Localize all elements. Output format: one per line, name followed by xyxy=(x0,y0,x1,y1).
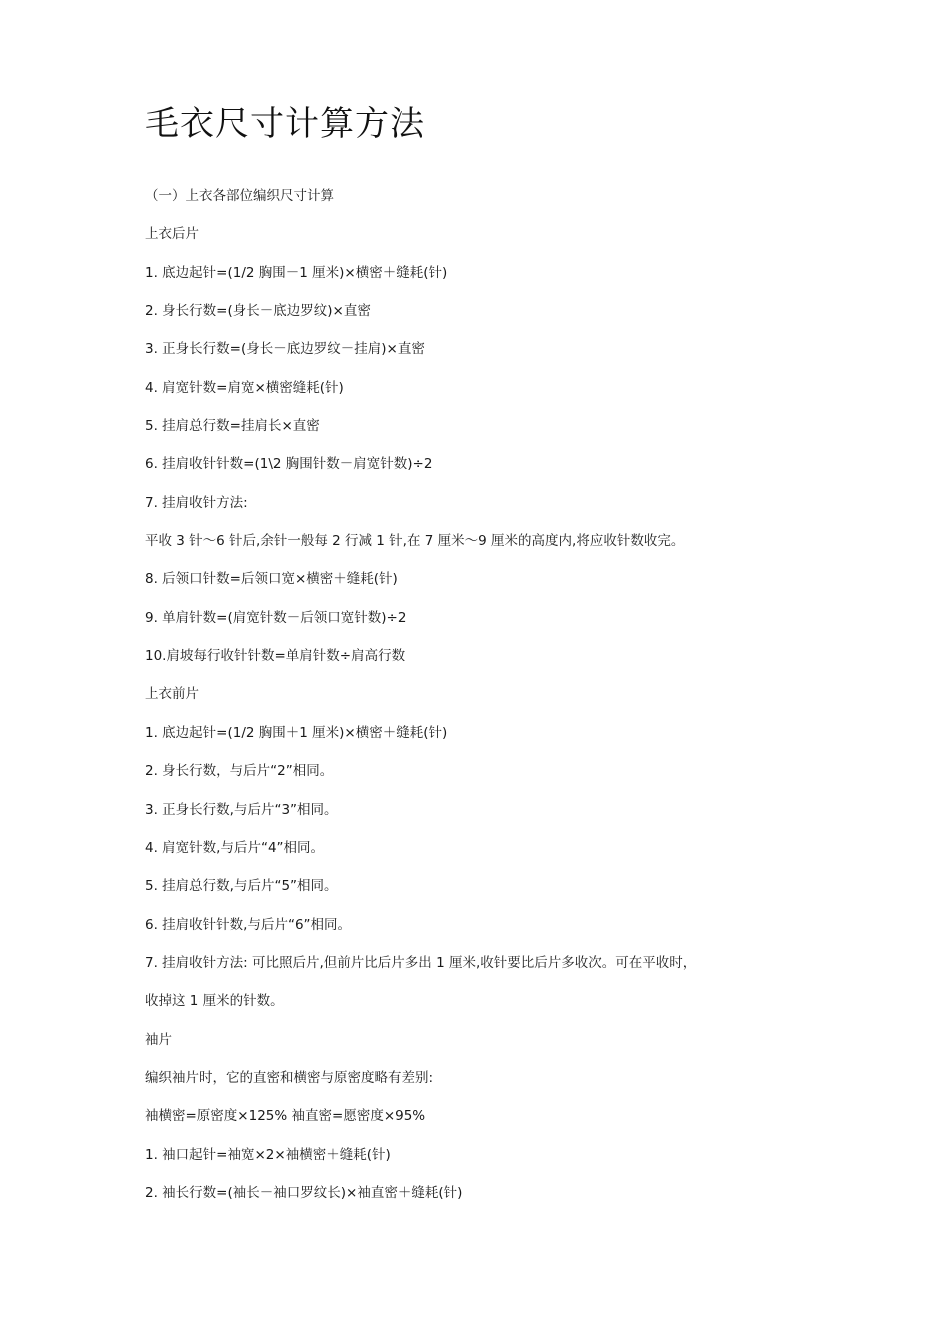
document-body xyxy=(145,184,696,1219)
text-line: 上衣前片 xyxy=(145,686,199,703)
text-line: 编织袖片时，它的直密和横密与原密度略有差别: xyxy=(145,1069,434,1086)
text-line: 2. 身长行数=(身长－底边罗纹)×直密 xyxy=(145,303,371,320)
text-line: 袖横密=原密度×125% 袖直密=愿密度×95% xyxy=(145,1108,426,1125)
text-line: 袖片 xyxy=(145,1031,172,1048)
text-line: 8. 后领口针数=后领口宽×横密＋缝耗(针) xyxy=(145,571,398,588)
text-line: 2. 身长行数，与后片“2”相同。 xyxy=(145,763,334,780)
text-line: 7. 挂肩收针方法: xyxy=(145,494,248,511)
text-line: 7. 挂肩收针方法: 可比照后片,但前片比后片多出 1 厘米,收针要比后片多收次。可在平收时， xyxy=(145,954,697,971)
document-title: 毛衣尺寸计算方法 xyxy=(145,104,425,144)
text-line: 10.肩坡每行收针针数=单肩针数÷肩高行数 xyxy=(145,648,406,665)
text-line: 上衣后片 xyxy=(145,226,199,243)
text-line: 4. 肩宽针数=肩宽×横密缝耗(针) xyxy=(145,379,344,396)
text-line: 1. 底边起针=(1/2 胸围＋1 厘米)×横密＋缝耗(针) xyxy=(145,724,448,741)
text-line: 2. 袖长行数=(袖长－袖口罗纹长)×袖直密＋缝耗(针) xyxy=(145,1184,463,1201)
text-line: 1. 袖口起针=袖宽×2×袖横密＋缝耗(针) xyxy=(145,1146,391,1163)
text-line: 6. 挂肩收针针数,与后片“6”相同。 xyxy=(145,916,352,933)
text-line: （一）上衣各部位编织尺寸计算 xyxy=(145,188,334,204)
text-line: 平收 3 针～6 针后,余针一般每 2 行减 1 针,在 7 厘米～9 厘米的高度内,将应收针数收完。 xyxy=(145,533,685,550)
text-line: 5. 挂肩总行数,与后片“5”相同。 xyxy=(145,878,338,895)
text-line: 3. 正身长行数,与后片“3”相同。 xyxy=(145,801,338,818)
text-line: 3. 正身长行数=(身长－底边罗纹－挂肩)×直密 xyxy=(145,341,425,358)
text-line: 6. 挂肩收针针数=(1\2 胸围针数－肩宽针数)÷2 xyxy=(145,456,433,473)
text-line: 1. 底边起针=(1/2 胸围－1 厘米)×横密＋缝耗(针) xyxy=(145,264,448,281)
text-line: 4. 肩宽针数,与后片“4”相同。 xyxy=(145,839,325,856)
text-line: 收掉这 1 厘米的针数。 xyxy=(145,993,284,1010)
text-line: 9. 单肩针数=(肩宽针数－后领口宽针数)÷2 xyxy=(145,609,407,626)
text-line: 5. 挂肩总行数=挂肩长×直密 xyxy=(145,418,320,435)
